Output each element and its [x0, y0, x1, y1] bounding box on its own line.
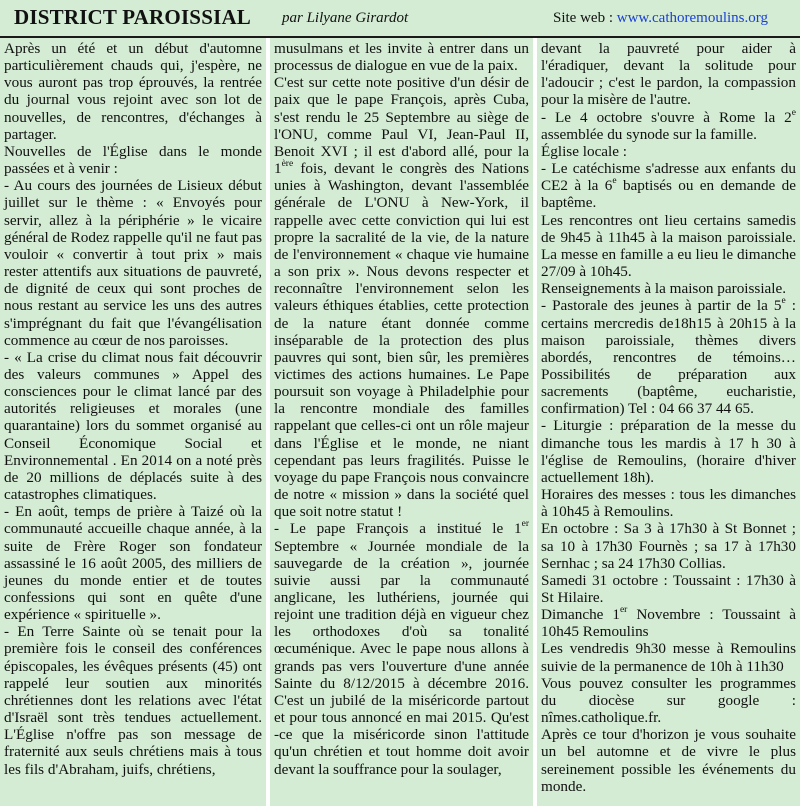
- text-run: Septembre « Journée mondiale de la sauvegarde de la création », journée suivie aussi par la communauté anglicane, les luthériens, journée qui rejoint une tradition déjà en vigueur chez les orthodoxes d'où sa tonalité œcuménique. Avec le pape nous allons à grands pas vers l'ouverture d'une année Sainte du 8/12/2015 à décembre 2016. C'est un jubilé de la miséricorde partout et pour tous annoncé en mai 2015. Qu'est -ce que la miséricorde sinon l'attitude qu'un chrétien et tout homme doit avoir devant la souffrance pour la soulager,: [274, 537, 529, 778]
- paragraph: [541, 606, 796, 640]
- website-label: Site web :: [553, 10, 617, 26]
- superscript: er: [521, 519, 529, 530]
- website-link[interactable]: www.cathoremoulins.org: [616, 10, 768, 26]
- paragraph: musulmans et les invite à entrer dans un processus de dialogue en vue de la paix.: [274, 40, 529, 75]
- paragraph: [541, 160, 796, 211]
- text-run: baptisés ou en demande de baptême.: [541, 177, 796, 212]
- text-run: : certains mercredis de18h15 à 20h15 à la maison paroissiale, thèmes divers abordés, rencontres de témoins… Possibilités de préparation aux sacrements (baptême, eucharistie, confirmation) Tel : 04 66 37 44 65.: [541, 297, 796, 418]
- text-run: C'est sur cette note positive d'un désir de paix que le pape François, après Cuba, s'est rendu le 25 Septembre au siège de l'ONU, comme Paul VI, Jean-Paul II, Benoit XVI ; il est d'abord allé, pour la 1: [274, 74, 529, 178]
- article-column-1: [0, 38, 266, 806]
- text-run: Novembre : Toussaint à 10h45 Remoulins: [541, 606, 796, 641]
- article-column-3: [537, 38, 800, 806]
- paragraph: Renseignements à la maison paroissiale.: [541, 280, 787, 298]
- text-run: - Le pape François a institué le 1: [274, 520, 522, 538]
- text-run: fois, devant le congrès des Nations unies à Washington, devant l'assemblée générale de L'ONU à New-York, il rappelle avec cette conviction qui lui est propre la sacralité de la vie, de la nature de l'environnement « chaque vie humaine a son prix ». Nous devons respecter et reconnaître l'environnement selon les valeurs éthiques établies, cette protection de la nature étant donnée comme inséparable de la protection des plus pauvres qui sont, bien sûr, les premières victimes des actions humaines. Le Pape poursuit son voyage à Philadelphie pour la rencontre mondiale des familles rappelant que celles-ci ont un rôle majeur dans l'Église et le monde, ne niant cependant pas leurs fragilités. Puisse le voyage du pape François nous convaincre de notre « mission » dans la société quel que soit notre statut !: [274, 160, 529, 521]
- paragraph: Nouvelles de l'Église dans le monde passées et à venir :: [4, 142, 262, 178]
- paragraph: En octobre : Sa 3 à 17h30 à St Bonnet ; sa 10 à 17h30 Fournès ; sa 17 à 17h30 Sernhac ; sa 24 17h30 Collias.: [541, 520, 796, 572]
- paragraph: devant la pauvreté pour aider à l'éradiquer, devant la solitude pour l'adoucir ; c'est le pardon, la compassion pour la misère de l'autre.: [541, 40, 796, 109]
- superscript: e: [791, 107, 796, 118]
- paragraph: - En août, temps de prière à Taizé où la communauté accueille chaque année, à la suite de Frère Roger son fondateur assassiné le 16 août 2005, des milliers de jeunes du monde entier et de toutes confessions qui sont en quête d'une expérience « spirituelle ».: [4, 503, 262, 624]
- text-run: - Pastorale des jeunes à partir de la 5: [541, 297, 782, 315]
- article-column-2: [270, 38, 533, 806]
- paragraph: Samedi 31 octobre : Toussaint : 17h30 à St Hilaire.: [541, 571, 796, 606]
- paragraph: - Au cours des journées de Lisieux début juillet sur le thème : « Envoyés pour servir, allez à la périphérie » le vicaire général de Rodez rappelle qu'il ne faut pas vouloir « convertir à tout prix » mais rester attentifs aux situations de pauvreté, de dignité de ceux qui sont proches de nous restant au service les uns des autres s'imprégnant du fait que l'évangélisation commence au cœur de nos paroisses.: [4, 177, 262, 349]
- text-run: - Le catéchisme s'adresse aux enfants du CE2 à la 6: [541, 160, 796, 195]
- superscript: er: [619, 605, 628, 616]
- paragraph: Église locale :: [541, 142, 628, 160]
- text-run: Dimanche 1: [541, 606, 620, 624]
- paragraph: - En Terre Sainte où se tenait pour la première fois le conseil des conférences épiscopales, les évêques présents (45) ont rappelé leur soutien aux minorités chrétiennes dont les relations avec l'état d'Israël sont très tendues actuellement. L'Église n'offre pas son message de fraternité aux seuls chrétiens mais à tous les fils d'Abraham, juifs, chrétiens,: [4, 623, 262, 778]
- paragraph: [541, 109, 796, 143]
- paragraph: - « La crise du climat nous fait découvrir des valeurs communes » Appel des consciences pour le climat lancé par des autorités religieuses et morales (une quarantaine) lors du sommet organisé au Conseil Économique Social et Environnemental . En 2014 on a noté près de 20 millions de déplacés suite à des catastrophes climatiques.: [4, 348, 262, 504]
- paragraph: - Liturgie : préparation de la messe du dimanche tous les mardis à 17 h 30 à l'église de Remoulins, (horaire d'hiver actuellement 18h).: [541, 417, 796, 486]
- superscript: e: [612, 176, 617, 187]
- paragraph: Horaires des messes : tous les dimanches à 10h45 à Remoulins.: [541, 486, 796, 521]
- paragraph: Vous pouvez consulter les programmes du diocèse sur google : nîmes.catholique.fr.: [541, 674, 796, 727]
- paragraph: Les rencontres ont lieu certains samedis de 9h45 à 11h45 à la maison paroissiale. La messe en famille a eu lieu le dimanche 27/09 à 10h45.: [541, 211, 796, 281]
- paragraph: Les vendredis 9h30 messe à Remoulins suivie de la permanence de 10h à 11h30: [541, 640, 796, 675]
- text-run: - Le 4 octobre s'ouvre à Rome la 2: [541, 108, 792, 126]
- website-line: [553, 10, 768, 27]
- author-byline: par Lilyane Girardot: [282, 10, 409, 26]
- section-title: DISTRICT PAROISSIAL: [14, 5, 252, 29]
- paragraph: [274, 74, 529, 520]
- superscript: ère: [281, 159, 294, 170]
- masthead: [0, 0, 800, 38]
- text-run: assemblée du synode sur la famille.: [541, 125, 757, 143]
- paragraph: Après un été et un début d'automne particulièrement chauds qui, j'espère, ne vous auront pas trop éprouvés, la rentrée du journal vous rejoint avec son lot de nouvelles, de rencontres, d'échanges à partager.: [4, 40, 262, 143]
- superscript: e: [781, 296, 786, 307]
- paragraph: Après ce tour d'horizon je vous souhaite un bel automne et de vivre le plus sereinement possible les événements du monde.: [541, 726, 796, 795]
- paragraph: [541, 297, 796, 417]
- paragraph: [274, 520, 529, 777]
